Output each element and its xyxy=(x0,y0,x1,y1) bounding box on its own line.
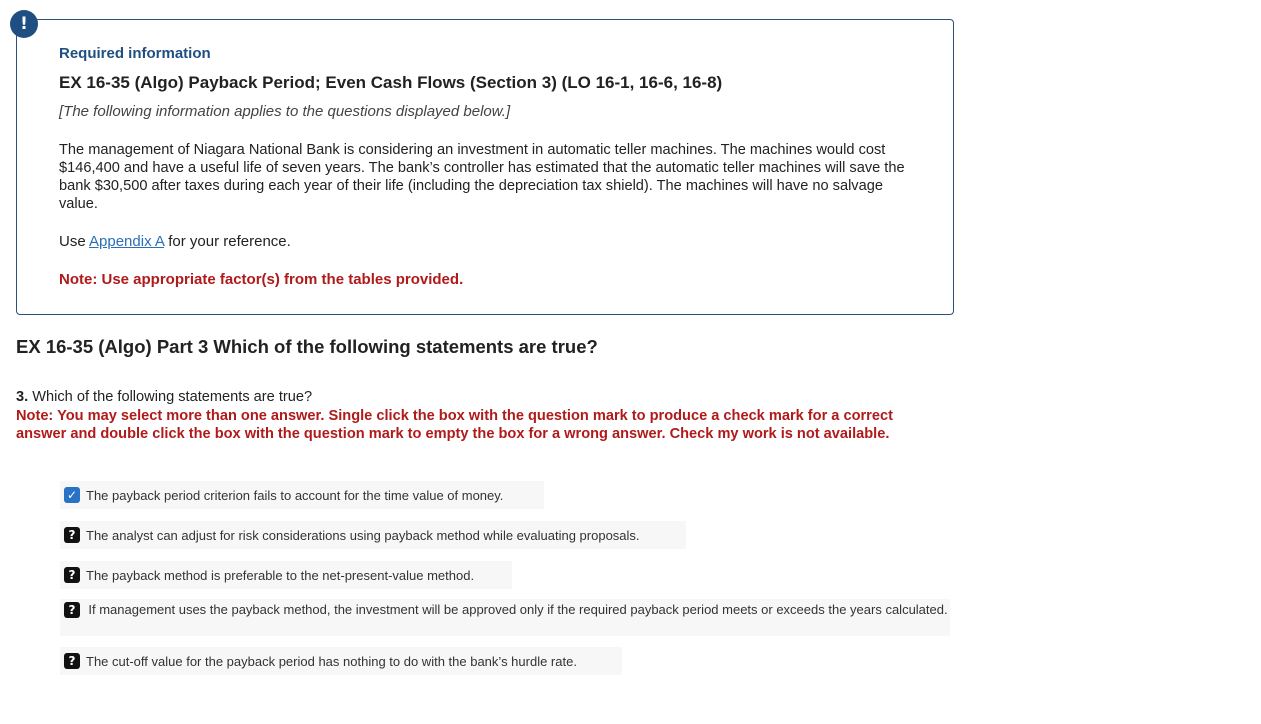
answer-option-3[interactable] xyxy=(60,561,512,589)
answer-option-2[interactable] xyxy=(60,521,686,549)
question-text: Which of the following statements are true? xyxy=(28,389,313,405)
answer-option-1[interactable] xyxy=(60,481,544,509)
question-mark-box-icon[interactable]: ? xyxy=(64,527,80,543)
appendix-reference xyxy=(59,233,291,250)
factor-note: Note: Use appropriate factor(s) from the tables provided. xyxy=(59,271,464,288)
required-info-label: Required information xyxy=(59,45,211,62)
applies-note: [The following information applies to the questions displayed below.] xyxy=(59,103,511,120)
part-title: EX 16-35 (Algo) Part 3 Which of the following statements are true? xyxy=(16,336,598,357)
exercise-title: EX 16-35 (Algo) Payback Period; Even Cash Flows (Section 3) (LO 16-1, 16-6, 16-8) xyxy=(59,73,723,92)
answer-option-5[interactable] xyxy=(60,647,622,675)
appendix-a-link[interactable]: Appendix A xyxy=(89,233,165,250)
answer-option-4[interactable] xyxy=(60,599,950,636)
question-number: 3. xyxy=(16,389,29,405)
scenario-text: The management of Niagara National Bank is considering an investment in automatic teller machines. The machines would cost $146,400 and have a useful life of seven years. The bank’s controller has estimated that the automatic teller machines will save the bank $30,500 after taxes during each year of their life (including the depreciation tax shield). The machines will have no salvage value. xyxy=(59,142,905,212)
question-mark-box-icon[interactable]: ? xyxy=(64,602,80,618)
alert-icon: ! xyxy=(10,10,38,38)
answer-option-text: The payback period criterion fails to account for the time value of money. xyxy=(86,487,504,503)
appendix-suffix: for your reference. xyxy=(164,233,291,250)
appendix-prefix: Use xyxy=(59,233,90,250)
answer-option-text: The cut-off value for the payback period has nothing to do with the bank’s hurdle rate. xyxy=(86,653,577,669)
question-mark-box-icon[interactable]: ? xyxy=(64,567,80,583)
instruction-note: Note: You may select more than one answer. Single click the box with the question mark to produce a check mark for a correct answer and double click the box with the question mark to empty the box for a wrong answer. Check my work is not available. xyxy=(16,408,893,442)
answer-option-text: If management uses the payback method, the investment will be approved only if the required payback period meets or exceeds the years calculated. xyxy=(88,602,948,617)
checked-checkbox-icon[interactable]: ✓ xyxy=(64,487,80,503)
question-mark-box-icon[interactable]: ? xyxy=(64,653,80,669)
required-information-panel xyxy=(16,19,954,315)
answer-option-text: The analyst can adjust for risk considerations using payback method while evaluating proposals. xyxy=(86,527,640,543)
answer-option-text: The payback method is preferable to the net-present-value method. xyxy=(86,567,475,583)
question-prompt xyxy=(16,389,312,405)
